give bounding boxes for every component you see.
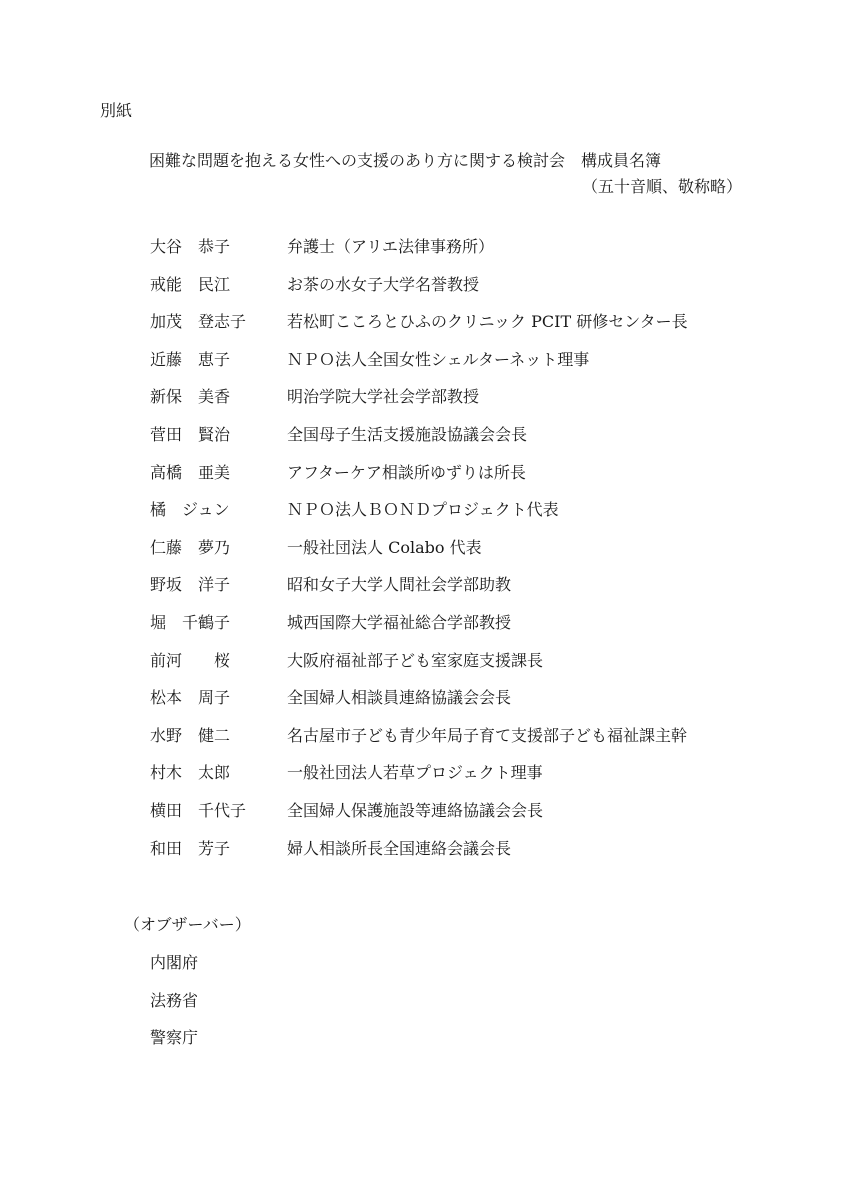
member-row bbox=[150, 762, 770, 800]
member-row bbox=[150, 424, 770, 462]
member-affiliation: 全国婦人相談員連絡協議会会長 bbox=[287, 688, 512, 708]
member-affiliation: 一般社団法人若草プロジェクト理事 bbox=[287, 763, 543, 783]
observer-item: 警察庁 bbox=[150, 1028, 199, 1047]
member-row bbox=[150, 386, 770, 424]
member-name: 堀 千鶴子 bbox=[150, 612, 231, 632]
member-affiliation: 全国母子生活支援施設協議会会長 bbox=[287, 424, 528, 444]
member-affiliation: 大阪府福祉部子ども室家庭支援課長 bbox=[287, 650, 544, 670]
document-title: 困難な問題を抱える女性への支援のあり方に関する検討会 構成員名簿 bbox=[149, 151, 662, 170]
member-row bbox=[150, 499, 770, 537]
member-affiliation: 城西国際大学福祉総合学部教授 bbox=[287, 612, 512, 632]
member-name: 近藤 恵子 bbox=[150, 349, 231, 369]
member-affiliation: 一般社団法人 Colabo 代表 bbox=[287, 537, 482, 557]
member-name: 橘 ジュン bbox=[150, 500, 230, 520]
member-row bbox=[150, 650, 770, 688]
member-row bbox=[150, 274, 770, 312]
member-affiliation: 明治学院大学社会学部教授 bbox=[287, 387, 480, 407]
member-affiliation: お茶の水女子大学名誉教授 bbox=[287, 274, 480, 294]
member-name: 菅田 賢治 bbox=[150, 424, 231, 444]
attachment-label: 別紙 bbox=[100, 101, 133, 120]
member-row bbox=[150, 725, 770, 763]
member-list bbox=[150, 236, 770, 875]
member-name: 横田 千代子 bbox=[150, 800, 247, 820]
member-row bbox=[150, 838, 770, 876]
member-affiliation: アフターケア相談所ゆずりは所長 bbox=[287, 462, 526, 482]
member-name: 大谷 恭子 bbox=[150, 237, 231, 256]
member-name: 水野 健二 bbox=[150, 725, 231, 745]
member-name: 新保 美香 bbox=[150, 387, 231, 407]
member-name: 前河 桜 bbox=[150, 650, 231, 670]
observer-list bbox=[150, 952, 198, 1065]
member-row bbox=[150, 800, 770, 838]
member-name: 和田 芳子 bbox=[150, 838, 231, 858]
member-affiliation: 弁護士（アリエ法律事務所） bbox=[287, 237, 495, 256]
member-name: 松本 周子 bbox=[150, 688, 231, 708]
observer-item: 法務省 bbox=[150, 990, 199, 1010]
member-name: 野坂 洋子 bbox=[150, 575, 231, 595]
member-affiliation: 名古屋市子ども青少年局子育て支援部子ども福祉課主幹 bbox=[287, 725, 688, 745]
member-row bbox=[150, 349, 770, 387]
ordering-note: （五十音順、敬称略） bbox=[581, 177, 742, 196]
member-row bbox=[150, 537, 770, 575]
member-row bbox=[150, 236, 770, 274]
member-affiliation: 婦人相談所長全国連絡会議会長 bbox=[287, 838, 512, 858]
member-row bbox=[150, 311, 770, 349]
member-name: 村木 太郎 bbox=[150, 763, 231, 783]
member-affiliation: 昭和女子大学人間社会学部助教 bbox=[287, 575, 512, 595]
member-affiliation: 若松町こころとひふのクリニック PCIT 研修センター長 bbox=[287, 312, 688, 332]
member-row bbox=[150, 574, 770, 612]
observers-heading: （オブザーバー） bbox=[124, 915, 251, 934]
member-row bbox=[150, 462, 770, 500]
member-row bbox=[150, 687, 770, 725]
observer-item: 内閣府 bbox=[150, 953, 199, 972]
member-affiliation: ＮＰＯ法人全国女性シェルターネット理事 bbox=[287, 349, 590, 369]
member-row bbox=[150, 612, 770, 650]
member-affiliation: ＮＰＯ法人ＢＯＮＤプロジェクト代表 bbox=[287, 500, 559, 520]
member-name: 加茂 登志子 bbox=[150, 312, 247, 332]
member-name: 高橋 亜美 bbox=[150, 462, 231, 482]
member-affiliation: 全国婦人保護施設等連絡協議会会長 bbox=[287, 800, 544, 820]
member-name: 戒能 民江 bbox=[150, 274, 231, 294]
member-name: 仁藤 夢乃 bbox=[150, 537, 231, 557]
